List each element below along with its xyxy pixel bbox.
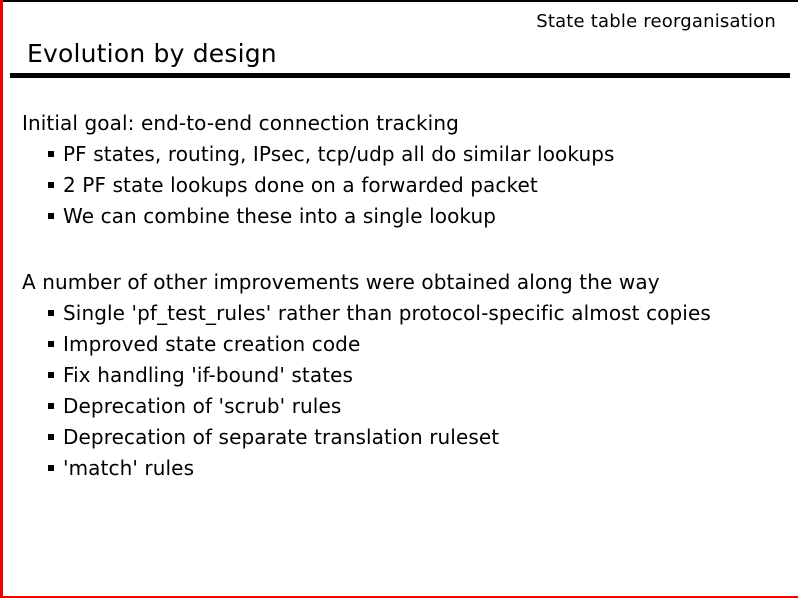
section-heading: Initial goal: end-to-end connection tracking <box>22 111 459 135</box>
bullet-text: 'match' rules <box>63 456 195 480</box>
bullet-text: Deprecation of separate translation ruleset <box>63 425 500 449</box>
bullet-list <box>48 139 788 232</box>
slide-title: Evolution by design <box>27 39 277 68</box>
bullet-list <box>48 298 788 484</box>
bullet-text: Deprecation of 'scrub' rules <box>63 394 342 418</box>
bullet-text: We can combine these into a single lookup <box>63 204 497 228</box>
deck-context-label: State table reorganisation <box>536 11 776 32</box>
section-initial-goal <box>22 108 788 232</box>
bullet-square-icon <box>48 213 54 219</box>
bullet-square-icon <box>48 465 54 471</box>
list-item <box>48 453 788 484</box>
bullet-square-icon <box>48 372 54 378</box>
list-item <box>48 201 788 232</box>
bullet-text: Improved state creation code <box>63 332 361 356</box>
list-item <box>48 139 788 170</box>
section-other-improvements <box>22 267 788 484</box>
bullet-square-icon <box>48 310 54 316</box>
bullet-text: Single 'pf_test_rules' rather than protocol-specific almost copies <box>63 301 711 325</box>
bullet-square-icon <box>48 151 54 157</box>
bullet-square-icon <box>48 403 54 409</box>
frame-top-edge <box>0 0 798 2</box>
bullet-square-icon <box>48 434 54 440</box>
bullet-square-icon <box>48 182 54 188</box>
list-item <box>48 170 788 201</box>
list-item <box>48 360 788 391</box>
bullet-text: PF states, routing, IPsec, tcp/udp all do similar lookups <box>63 142 615 166</box>
title-underline-rule <box>10 73 790 78</box>
bullet-square-icon <box>48 341 54 347</box>
section-heading: A number of other improvements were obtained along the way <box>22 270 660 294</box>
frame-left-edge <box>0 0 3 598</box>
bullet-text: Fix handling 'if-bound' states <box>63 363 354 387</box>
list-item <box>48 422 788 453</box>
slide-body <box>22 108 788 484</box>
bullet-text: 2 PF state lookups done on a forwarded packet <box>63 173 538 197</box>
list-item <box>48 298 788 329</box>
list-item <box>48 329 788 360</box>
list-item <box>48 391 788 422</box>
